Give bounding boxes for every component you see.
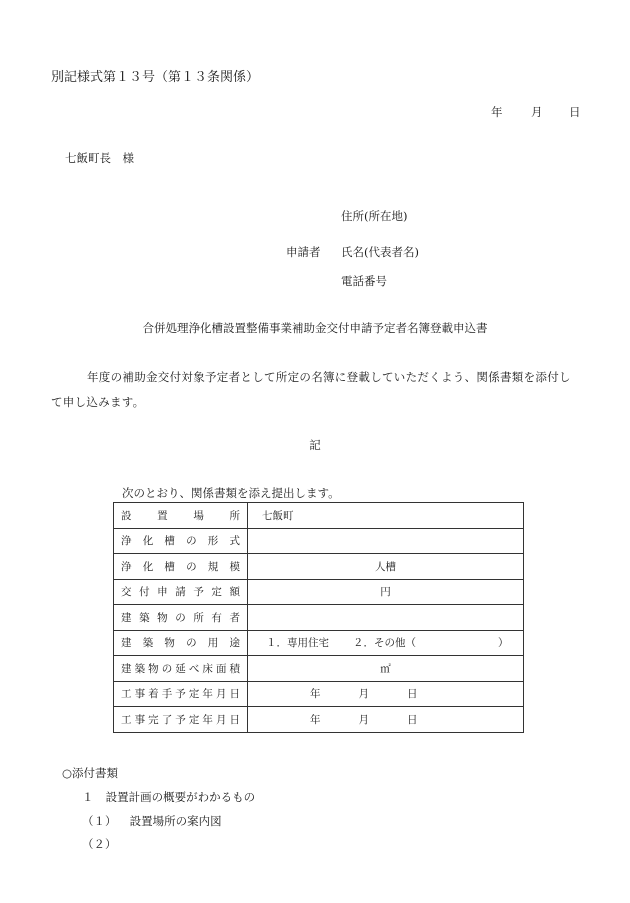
row-label-char: 日 xyxy=(229,713,240,726)
row-label-char: 交 xyxy=(121,586,132,599)
table-row xyxy=(114,656,524,682)
row-label-char: 途 xyxy=(229,637,240,650)
row-label-char: 有 xyxy=(211,611,222,624)
row-label-char: 定 xyxy=(211,586,222,599)
row-label-char: 付 xyxy=(139,586,150,599)
attachment-item-3-number: （２） xyxy=(82,837,117,851)
row-label-char: 槽 xyxy=(164,560,175,573)
row-label-char: 面 xyxy=(215,662,227,675)
date-day-label: 日 xyxy=(569,105,581,119)
row-label-char: 月 xyxy=(215,688,227,701)
table-row xyxy=(114,630,524,656)
row-label-char: 日 xyxy=(229,688,240,701)
row-label xyxy=(114,630,248,656)
form-number: 別記様式第１３号（第１３条関係） xyxy=(51,70,260,85)
row-label-char: 物 xyxy=(164,637,175,650)
address-label: 住所(所在地) xyxy=(341,209,408,223)
ki-heading: 記 xyxy=(309,438,321,452)
row-label-char: 者 xyxy=(229,611,240,624)
recipient: 七飯町長 様 xyxy=(65,151,134,165)
row-label-char: 用 xyxy=(207,637,219,650)
row-label-char: 定 xyxy=(188,688,200,701)
row-label-char: 建 xyxy=(121,662,132,675)
attachment-item-1-number: １ xyxy=(82,790,94,804)
row-label xyxy=(114,503,248,529)
row-label-char: 額 xyxy=(229,586,240,599)
row-value[interactable]: 円 xyxy=(248,579,524,605)
row-label-char: 所 xyxy=(193,611,204,624)
row-label-char: 事 xyxy=(134,713,146,726)
attachment-item-1 xyxy=(82,789,255,805)
phone-label: 電話番号 xyxy=(341,274,387,288)
row-label-char: 場 xyxy=(193,509,204,522)
date-part-label: 年 xyxy=(310,713,321,726)
body-paragraph: 年度の補助金交付対象予定者として所定の名簿に登載していただくよう、関係書類を添付して申し込みます。 xyxy=(51,370,571,409)
row-label-char: 年 xyxy=(202,688,213,701)
row-label-char: 床 xyxy=(202,662,213,675)
table-row xyxy=(114,707,524,733)
row-label-char: 物 xyxy=(157,611,168,624)
row-value[interactable] xyxy=(248,528,524,554)
table-intro: 次のとおり、関係書類を添え提出します。 xyxy=(122,486,340,500)
row-label-char: 手 xyxy=(161,688,173,701)
row-label xyxy=(114,605,248,631)
row-label-char: の xyxy=(186,535,197,548)
attachment-item-2-text: 設置場所の案内図 xyxy=(129,814,222,828)
row-label-char: 予 xyxy=(175,713,186,726)
date-part-label: 日 xyxy=(407,688,418,701)
name-label: 氏名(代表者名) xyxy=(341,245,419,259)
row-value[interactable] xyxy=(248,707,524,733)
attachment-item-1-text: 設置計画の概要がわかるもの xyxy=(105,790,256,804)
row-label-char: 式 xyxy=(229,535,240,548)
row-label xyxy=(114,707,248,733)
row-label-char: 月 xyxy=(215,713,227,726)
row-value[interactable] xyxy=(248,605,524,631)
row-label-char: 延 xyxy=(175,662,186,675)
row-label xyxy=(114,579,248,605)
row-label-char: 化 xyxy=(142,535,154,548)
row-value[interactable] xyxy=(248,630,524,656)
document-title: 合併処理浄化槽設置整備事業補助金交付申請予定者名簿登載申込書 xyxy=(142,321,488,335)
row-label-char: 築 xyxy=(142,637,154,650)
row-value[interactable]: ㎡ xyxy=(248,656,524,682)
row-label-char: 着 xyxy=(148,688,159,701)
row-label-char: 築 xyxy=(139,611,150,624)
row-label-char: 設 xyxy=(121,509,132,522)
row-label-char: 年 xyxy=(202,713,213,726)
row-label-char: べ xyxy=(188,662,200,675)
attachment-item-3 xyxy=(82,836,117,852)
row-label-char: 規 xyxy=(207,560,219,573)
table-row xyxy=(114,681,524,707)
row-label-char: 浄 xyxy=(121,560,132,573)
table-row xyxy=(114,528,524,554)
row-label xyxy=(114,681,248,707)
row-label xyxy=(114,656,248,682)
date-year-label: 年 xyxy=(491,105,503,119)
date-part-label: 月 xyxy=(358,713,369,726)
row-label-char: 請 xyxy=(175,586,186,599)
row-label-char: 予 xyxy=(193,586,204,599)
row-label-char: 定 xyxy=(188,713,200,726)
date-part-label: 日 xyxy=(407,713,418,726)
row-label-char: 浄 xyxy=(121,535,132,548)
date-part-label: 年 xyxy=(310,688,321,701)
row-value[interactable]: 人槽 xyxy=(248,554,524,580)
row-value[interactable] xyxy=(248,681,524,707)
row-label-char: 了 xyxy=(161,713,173,726)
row-label-char: 完 xyxy=(148,713,159,726)
row-label-char: 槽 xyxy=(164,535,175,548)
row-label-char: 形 xyxy=(207,535,219,548)
attachment-item-2 xyxy=(82,813,222,829)
row-label-char: 物 xyxy=(148,662,159,675)
row-label-char: 積 xyxy=(229,662,240,675)
row-value[interactable]: 七飯町 xyxy=(248,503,524,529)
row-label-char: の xyxy=(175,611,186,624)
table-row xyxy=(114,554,524,580)
row-label-char: 築 xyxy=(134,662,146,675)
date-part-label: 月 xyxy=(358,688,369,701)
table-row xyxy=(114,605,524,631)
row-label xyxy=(114,554,248,580)
row-label-char: の xyxy=(186,637,197,650)
row-label-char: 建 xyxy=(121,611,132,624)
attachments-heading: ○添付書類 xyxy=(62,766,119,780)
row-label xyxy=(114,528,248,554)
attachment-item-2-number: （１） xyxy=(82,814,117,828)
row-label-char: 工 xyxy=(121,713,132,726)
row-label-char: 申 xyxy=(157,586,168,599)
applicant-label: 申請者 xyxy=(286,245,321,259)
row-label-char: 建 xyxy=(121,637,132,650)
row-label-char: 事 xyxy=(134,688,146,701)
usage-option: ２．その他（ xyxy=(353,637,416,650)
date-month-label: 月 xyxy=(531,105,543,119)
row-label-char: 置 xyxy=(157,509,168,522)
table-row xyxy=(114,579,524,605)
usage-option: １．専用住宅 xyxy=(266,637,329,650)
row-label-char: 予 xyxy=(175,688,186,701)
row-label-char: の xyxy=(186,560,197,573)
row-label-char: の xyxy=(161,662,173,675)
details-table xyxy=(113,502,524,733)
row-label-char: 化 xyxy=(142,560,154,573)
row-label-char: 工 xyxy=(121,688,132,701)
table-row xyxy=(114,503,524,529)
row-label-char: 所 xyxy=(229,509,240,522)
usage-option: ） xyxy=(498,637,509,650)
row-label-char: 模 xyxy=(229,560,240,573)
